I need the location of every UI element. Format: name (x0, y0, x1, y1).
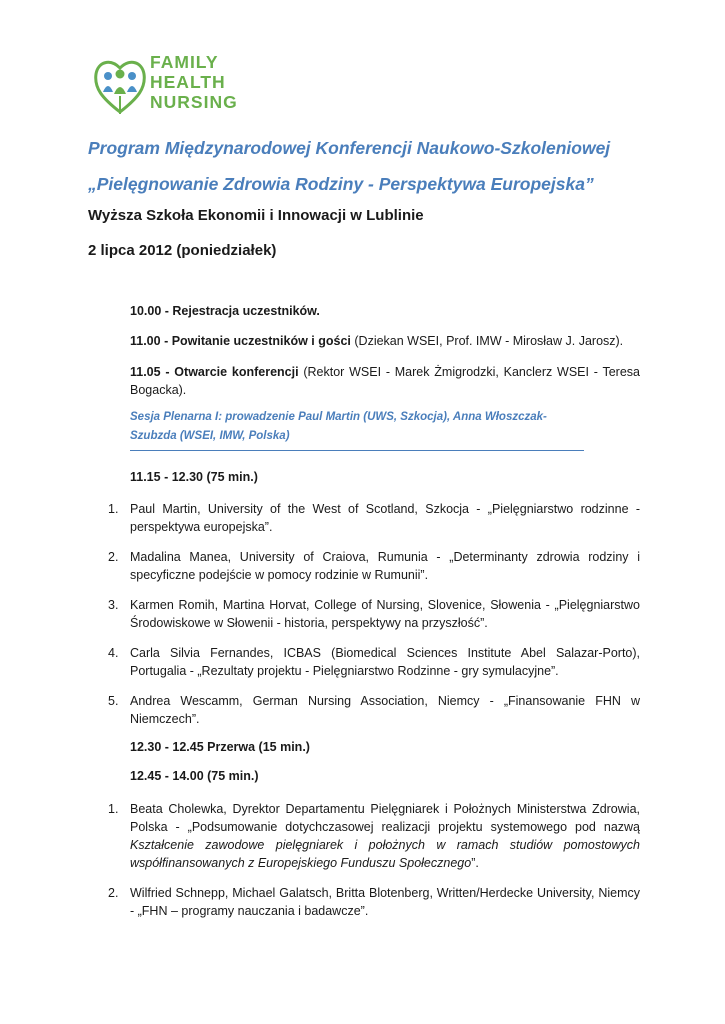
agenda-item-welcome (130, 332, 640, 350)
talk-text: Andrea Wescamm, German Nursing Association, Niemcy - „Finansowanie FHN w Niemczech”. (130, 694, 640, 726)
agenda-item-bold: 11.00 - Powitanie uczestników i gości (130, 334, 351, 348)
agenda-item-bold: 11.05 - Otwarcie konferencji (130, 365, 299, 379)
logo-line-family: FAMILY (150, 52, 219, 72)
conference-date: 2 lipca 2012 (poniedziałek) (88, 242, 277, 259)
conference-name: „Pielęgnowanie Zdrowia Rodziny - Perspektywa Europejska” (88, 174, 594, 194)
talk-text-end: ”. (471, 856, 479, 870)
block1-talk-list (108, 500, 640, 728)
logo-line-health: HEALTH (150, 72, 226, 92)
list-item (108, 644, 640, 680)
talk-text: Madalina Manea, University of Craiova, Rumunia - „Determinanty zdrowia rodziny i specyficzne podejście w pomocy rodzinie w Rumunii”. (130, 550, 640, 582)
talk-text: Beata Cholewka, Dyrektor Departamentu Pielęgniarek i Położnych Ministerstwa Zdrowia, Polska - „Podsumowanie dotychczasowej realizacji projektu systemowego pod nazwą (130, 802, 640, 834)
talk-text: Karmen Romih, Martina Horvat, College of Nursing, Slovenice, Słowenia - „Pielęgniarstwo Środowiskowe w Słowenii - historia, perspektywy na przyszłość”. (130, 598, 640, 630)
break-time: 12.30 - 12.45 Przerwa (15 min.) (130, 740, 310, 754)
block2-time: 12.45 - 14.00 (75 min.) (130, 769, 259, 783)
agenda-item-text: (Dziekan WSEI, Prof. IMW - Mirosław J. Jarosz). (350, 334, 624, 348)
list-item (108, 500, 640, 536)
heart-family-icon (92, 52, 148, 118)
block1-time: 11.15 - 12.30 (75 min.) (130, 470, 258, 484)
list-item (108, 548, 640, 584)
item-number: 4. (108, 646, 119, 660)
institution: Wyższa Szkoła Ekonomii i Innowacji w Lublinie (88, 207, 424, 224)
item-number: 2. (108, 550, 119, 564)
program-title: Program Międzynarodowej Konferencji Naukowo-Szkoleniowej (88, 138, 611, 158)
item-number: 5. (108, 694, 119, 708)
family-health-nursing-logo (92, 52, 252, 118)
item-number: 1. (108, 802, 119, 816)
block2-talk-list (108, 800, 640, 920)
item-number: 3. (108, 598, 119, 612)
agenda-item-opening (130, 363, 640, 399)
agenda-item-registration (130, 302, 640, 320)
list-item (108, 800, 640, 872)
agenda-item-bold: 10.00 - Rejestracja uczestników. (130, 304, 320, 318)
talk-text: Wilfried Schnepp, Michael Galatsch, Britta Blotenberg, Written/Herdecke University, Niemcy - „FHN – programy nauczania i badawcze”. (130, 886, 640, 918)
plenary-session-heading: Sesja Plenarna I: prowadzenie Paul Martin (UWS, Szkocja), Anna Włoszczak-Szubzda (WSEI, IMW, Polska) (130, 408, 584, 451)
list-item (108, 596, 640, 632)
item-number: 1. (108, 502, 119, 516)
talk-italic-title: Kształcenie zawodowe pielęgniarek i położnych w ramach studiów pomostowych współfinansowanych z Europejskiego Funduszu Społecznego (130, 838, 640, 870)
talk-text: Paul Martin, University of the West of Scotland, Szkocja - „Pielęgniarstwo rodzinne - perspektywa europejska”. (130, 502, 640, 534)
logo-line-nursing: NURSING (150, 92, 238, 112)
agenda-item-text: (Rektor WSEI - Marek Żmigrodzki, Kanclerz WSEI - Teresa Bogacka). (130, 365, 640, 397)
list-item (108, 692, 640, 728)
talk-text: Carla Silvia Fernandes, ICBAS (Biomedical Sciences Institute Abel Salazar-Porto), Portugalia - „Rezultaty projektu - Pielęgniarstwo Rodzinne - gry symulacyjne”. (130, 646, 640, 678)
list-item (108, 884, 640, 920)
item-number: 2. (108, 886, 119, 900)
